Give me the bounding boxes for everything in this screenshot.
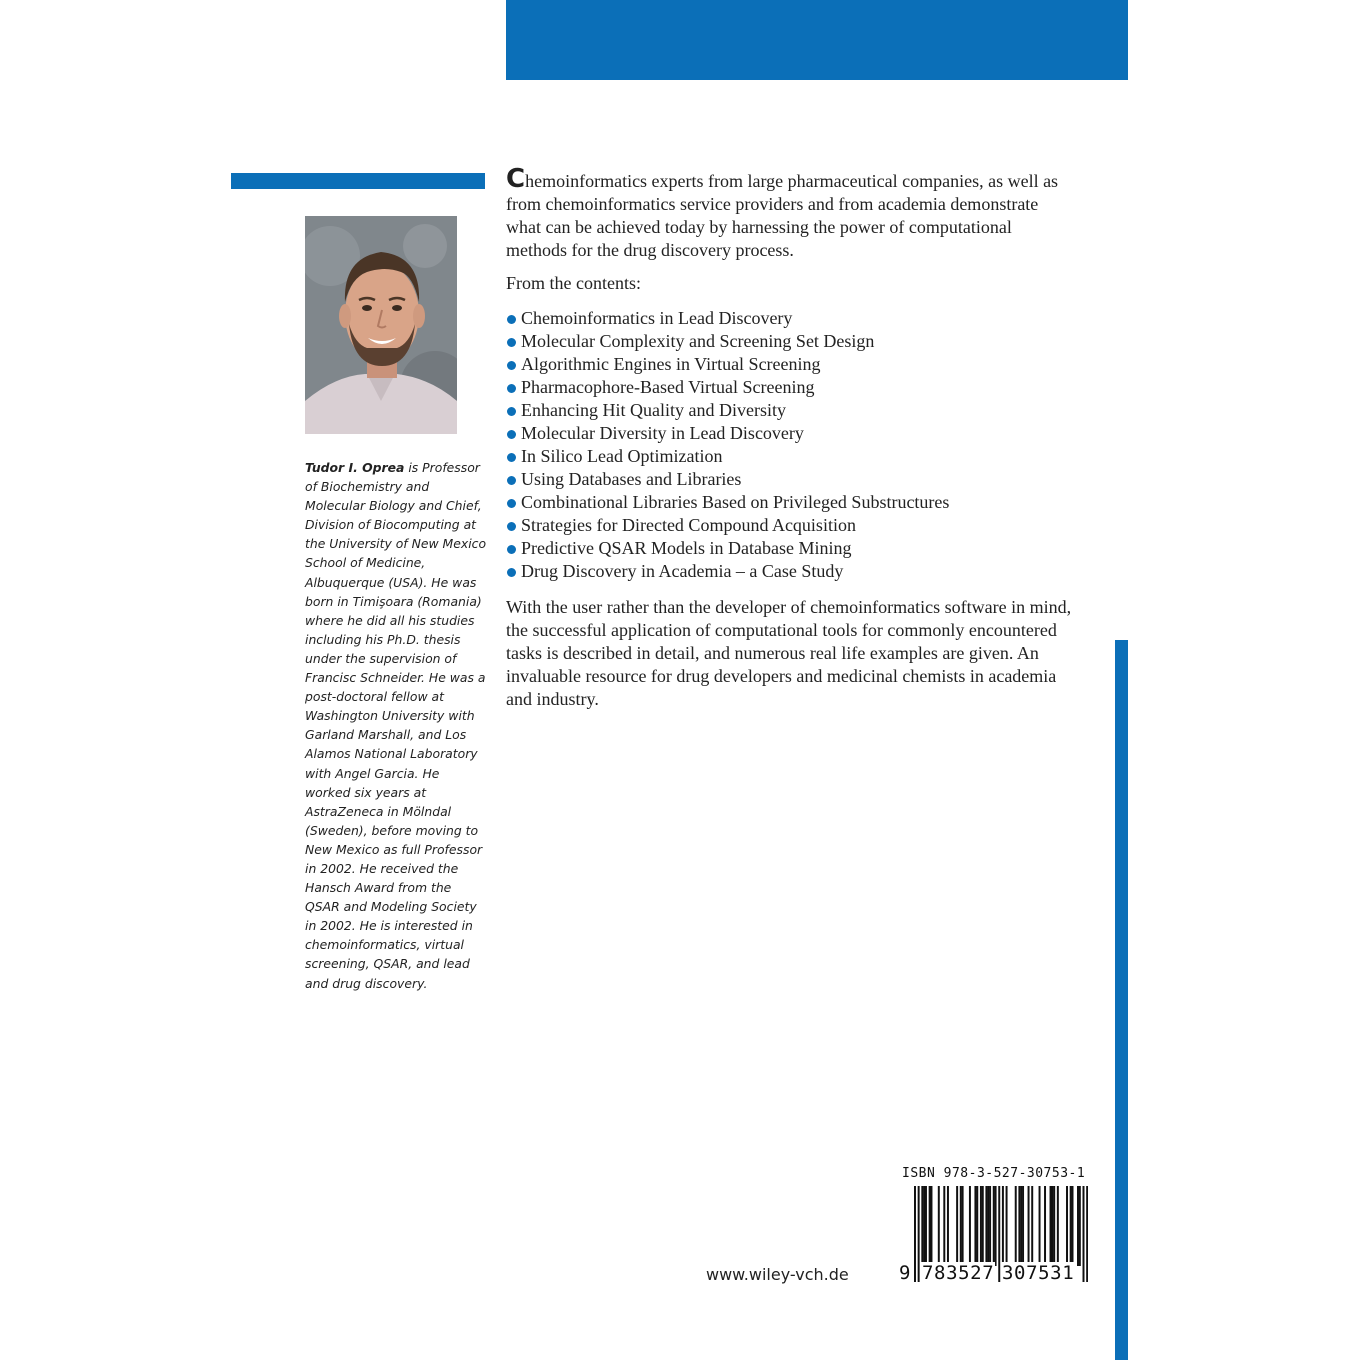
barcode-digits — [899, 1262, 1089, 1286]
barcode-bar — [943, 1186, 945, 1266]
barcode-digits-group1: 783527 — [922, 1262, 995, 1284]
barcode-bar — [1022, 1186, 1024, 1266]
contents-item: Chemoinformatics in Lead Discovery — [506, 307, 1076, 330]
barcode-bar — [956, 1186, 958, 1266]
barcode-bar — [1044, 1186, 1046, 1266]
contents-item: Molecular Diversity in Lead Discovery — [506, 422, 1076, 445]
barcode-bar — [1070, 1186, 1072, 1266]
barcode-bar — [1015, 1186, 1017, 1266]
barcode-bar — [1028, 1186, 1030, 1266]
barcode-bar — [995, 1186, 997, 1266]
closing-paragraph: With the user rather than the developer of chemoinformatics software in mind, the successful application of computational tools for commonly encountered tasks is described in detail, and numerous real life examples are given. An invaluable resource for drug developers and medicinal chemists in academia and industry. — [506, 597, 1072, 709]
barcode-bar — [969, 1186, 971, 1266]
barcode-bar — [976, 1186, 978, 1266]
isbn-label: ISBN 978-3-527-30753-1 — [902, 1166, 1086, 1181]
barcode-bar — [993, 1186, 995, 1266]
barcode-bar — [1072, 1186, 1074, 1266]
contents-item: Drug Discovery in Academia – a Case Study — [506, 560, 1076, 583]
left-accent-bar — [231, 173, 485, 189]
intro-dropcap: C — [506, 164, 526, 194]
barcode-bar — [982, 1186, 984, 1266]
barcode-bar — [1050, 1186, 1052, 1266]
top-accent-bar — [506, 0, 1128, 80]
intro-paragraph — [506, 164, 1076, 262]
barcode-bar — [987, 1186, 989, 1266]
contents-heading: From the contents: — [506, 273, 641, 293]
barcode-bar — [974, 1186, 976, 1266]
barcode-bar — [921, 1186, 923, 1266]
barcode-bar — [1066, 1186, 1068, 1266]
barcode-bar — [962, 1186, 964, 1266]
contents-item: Algorithmic Engines in Virtual Screening — [506, 353, 1076, 376]
author-bio-text: is Professor of Biochemistry and Molecular Biology and Chief, Division of Biocomputing at the University of New Mexico School of Medicine, Albuquerque (USA). He was born in Timişoara (Romania) where he did all his studies including his Ph.D. thesis under the supervision of Francisc Schneider. He was a post-doctoral fellow at Washington University with Garland Marshall, and Los Alamos National Laboratory with Angel Garcia. He worked six years at AstraZeneca in Mölndal (Sweden), before moving to New Mexico as full Professor in 2002. He received the Hansch Award from the QSAR and Modeling Society in 2002. He is interested in chemoinformatics, virtual screening, QSAR, and lead and drug discovery. — [305, 460, 487, 991]
barcode-bar — [1020, 1186, 1022, 1266]
contents-item: Using Databases and Libraries — [506, 468, 1076, 491]
barcode-bar — [980, 1186, 982, 1266]
author-name: Tudor I. Oprea — [305, 460, 405, 475]
barcode-bar — [1077, 1186, 1079, 1266]
barcode-digit-first: 9 — [899, 1262, 911, 1284]
barcode-bar — [929, 1186, 931, 1266]
barcode-bar — [947, 1186, 949, 1266]
barcode-bar — [1053, 1186, 1055, 1266]
barcode-bar — [960, 1186, 962, 1266]
barcode-bar — [989, 1186, 991, 1266]
author-bio — [305, 458, 487, 993]
contents-item: Molecular Complexity and Screening Set Design — [506, 330, 1076, 353]
barcode-digits-group2: 307531 — [1002, 1262, 1075, 1284]
contents-item: Pharmacophore-Based Virtual Screening — [506, 376, 1076, 399]
barcode-bar — [938, 1186, 940, 1266]
contents-item: In Silico Lead Optimization — [506, 445, 1076, 468]
barcode-bar — [1006, 1186, 1008, 1266]
publisher-website: www.wiley-vch.de — [706, 1265, 849, 1284]
contents-item: Predictive QSAR Models in Database Mining — [506, 537, 1076, 560]
contents-list — [506, 307, 1076, 583]
contents-item: Enhancing Hit Quality and Diversity — [506, 399, 1076, 422]
right-accent-bar — [1115, 640, 1128, 1360]
barcode-bar — [985, 1186, 987, 1266]
barcode-bar — [925, 1186, 927, 1266]
contents-item: Combinational Libraries Based on Privileged Substructures — [506, 491, 1076, 514]
barcode-bar — [1079, 1186, 1081, 1266]
barcode-bar — [1051, 1186, 1053, 1266]
barcode-bar — [1018, 1186, 1020, 1266]
main-description — [506, 164, 1076, 711]
barcode-bar — [1039, 1186, 1041, 1266]
author-photo — [305, 216, 457, 434]
barcode-bar — [923, 1186, 925, 1266]
barcode-bar — [1031, 1186, 1033, 1266]
barcode-bar — [1057, 1186, 1059, 1266]
contents-item: Strategies for Directed Compound Acquisition — [506, 514, 1076, 537]
barcode-bar — [930, 1186, 932, 1266]
intro-text: hemoinformatics experts from large pharmaceutical companies, as well as from chemoinformatics service providers and from academia demonstrate what can be achieved today by harnessing the power of computational methods for the drug discovery process. — [506, 171, 1059, 260]
